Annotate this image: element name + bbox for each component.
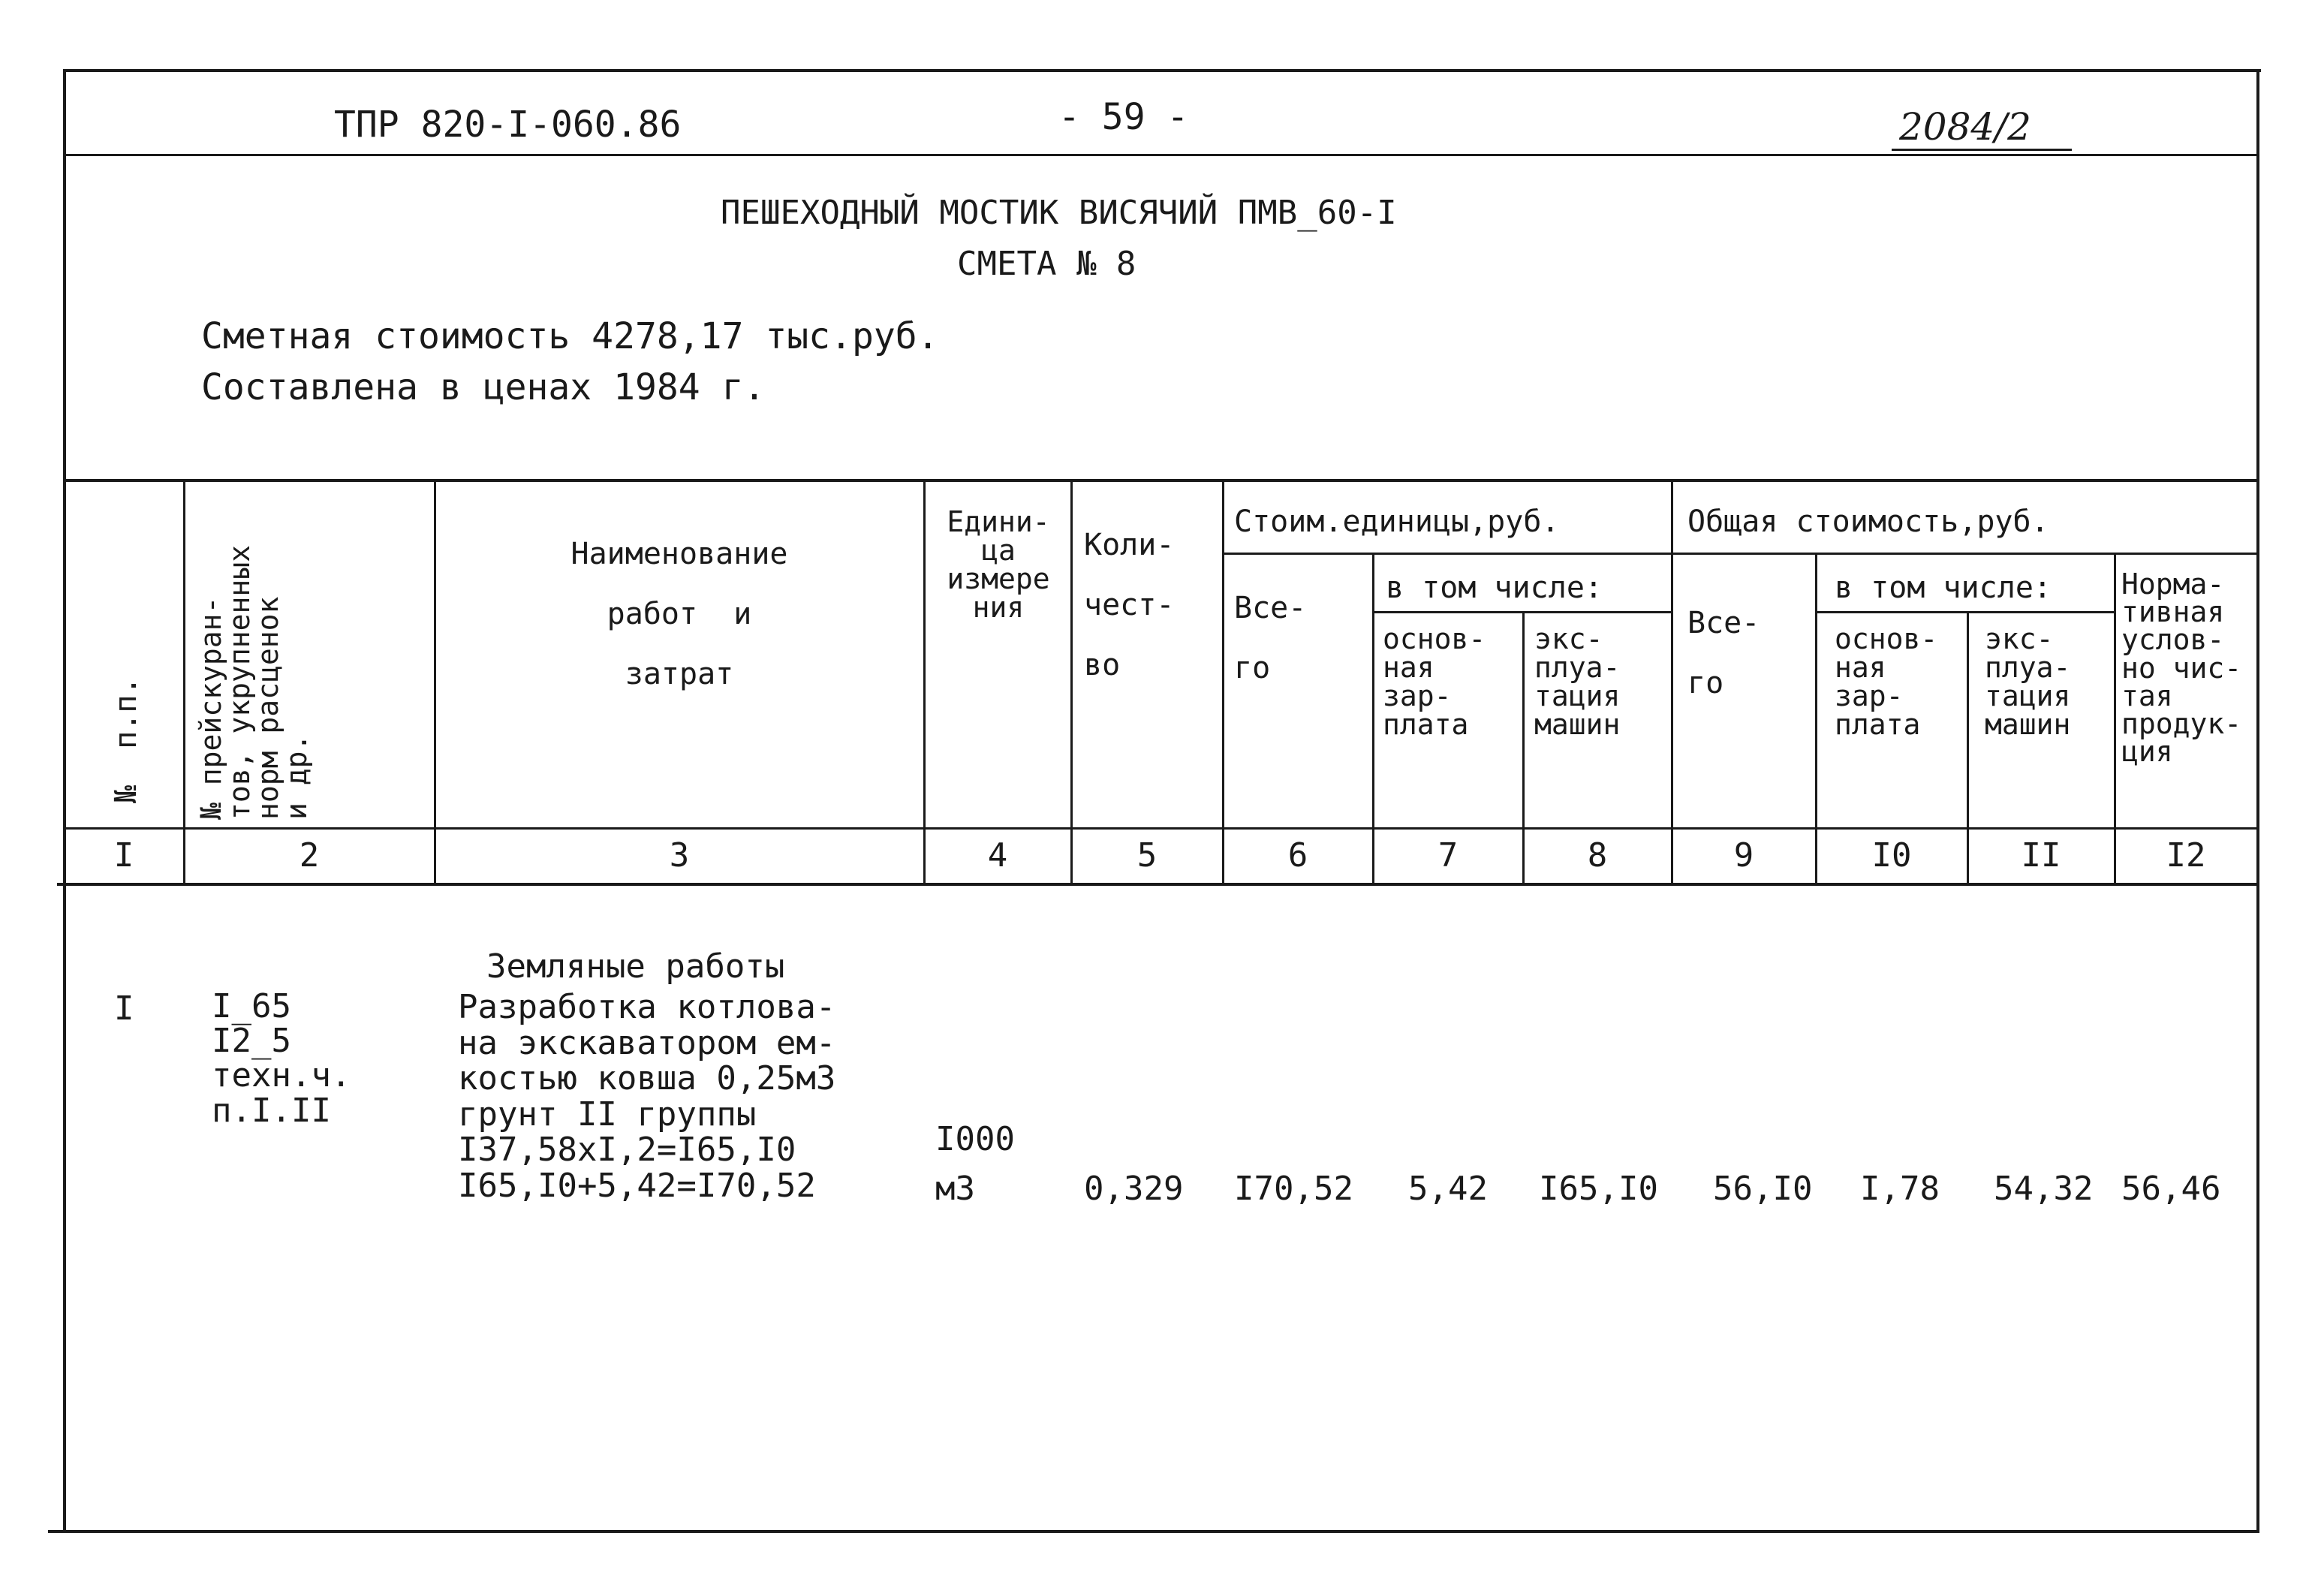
price-basis: Составлена в ценах 1984 г. bbox=[201, 366, 766, 408]
row-unit-salary: 5,42 bbox=[1408, 1170, 1488, 1208]
total-v-tom-line bbox=[1815, 611, 2115, 613]
column-number: I0 bbox=[1871, 836, 1912, 875]
frame-left bbox=[63, 69, 66, 1533]
row-unit-quantity: I000 bbox=[935, 1120, 1015, 1158]
total-cost-total-label: Все- го bbox=[1687, 606, 1760, 700]
row-work-name: Разработка котлова- на экскаватором ем- костью ковша 0,25м3 грунт II группы I37,58xI,2=I65,I0 I65,I0+5,42=I70,52 bbox=[458, 988, 836, 1205]
col-sep-8 bbox=[1671, 480, 1673, 884]
frame-top bbox=[63, 69, 2261, 72]
total-cost-group-label: Общая стоимость,руб. bbox=[1687, 504, 2049, 539]
unit-v-tom-line bbox=[1372, 611, 1671, 613]
unit-cost-total-label: Все- го bbox=[1234, 591, 1307, 685]
unit-cost-group-line bbox=[1222, 553, 1671, 555]
column-number: II bbox=[2021, 836, 2061, 875]
header-col-1: № п.п. bbox=[109, 676, 143, 803]
total-cost-machines-label: экс- плуа- тация машин bbox=[1985, 622, 2071, 741]
document-title: ПЕШЕХОДНЫЙ МОСТИК ВИСЯЧИЙ ПМВ_60-I bbox=[721, 194, 1397, 232]
column-number: 2 bbox=[299, 836, 320, 875]
row-code: I_65 I2_5 техн.ч. п.I.II bbox=[212, 987, 351, 1130]
sheet-reference: 2084/2 bbox=[1899, 105, 2031, 149]
row-normative: 56,46 bbox=[2121, 1170, 2221, 1208]
column-number: 4 bbox=[987, 836, 1008, 875]
column-number: 8 bbox=[1587, 836, 1608, 875]
normative-product-label: Норма- тивная услов- но чис- тая продук- ция bbox=[2121, 568, 2242, 769]
column-number: 9 bbox=[1733, 836, 1754, 875]
col-sep-1 bbox=[183, 480, 185, 884]
total-cost-group-line bbox=[1671, 553, 2259, 555]
column-number: 5 bbox=[1136, 836, 1158, 875]
sheet-reference-underline bbox=[1892, 149, 2072, 151]
column-numbers-top-line bbox=[63, 827, 2259, 830]
total-cost-salary-label: основ- ная зар- плата bbox=[1835, 622, 1938, 741]
section-title: Земляные работы bbox=[486, 947, 785, 986]
estimate-number: СМЕТА № 8 bbox=[957, 245, 1136, 283]
column-number: 3 bbox=[669, 836, 690, 875]
table-top-line bbox=[63, 479, 2259, 482]
header-divider bbox=[63, 154, 2259, 156]
row-unit-measure: м3 bbox=[935, 1170, 975, 1208]
header-col-2: № прейскуран- тов, укрупненных норм расценок и др. bbox=[194, 544, 313, 820]
column-number: 7 bbox=[1437, 836, 1459, 875]
frame-bottom bbox=[48, 1530, 2259, 1533]
row-unit-machines: I65,I0 bbox=[1539, 1170, 1658, 1208]
column-numbers-bottom-line bbox=[57, 883, 2259, 886]
frame-right bbox=[2256, 69, 2259, 1533]
col-sep-9 bbox=[1815, 554, 1817, 884]
column-number: 6 bbox=[1287, 836, 1308, 875]
unit-cost-breakdown-label: в том числе: bbox=[1386, 571, 1603, 605]
page-number: - 59 - bbox=[1058, 96, 1189, 138]
col-sep-5 bbox=[1222, 480, 1224, 884]
unit-cost-salary-label: основ- ная зар- плата bbox=[1383, 622, 1486, 741]
row-total: 56,I0 bbox=[1713, 1170, 1813, 1208]
unit-cost-machines-label: экс- плуа- тация машин bbox=[1534, 622, 1621, 741]
header-col-4: Едини- ца измере ния bbox=[947, 505, 1050, 624]
document-code: ТПР 820-I-060.86 bbox=[334, 104, 682, 146]
row-total-salary: I,78 bbox=[1860, 1170, 1940, 1208]
col-sep-11 bbox=[2114, 554, 2116, 884]
estimated-cost: Сметная стоимость 4278,17 тыс.руб. bbox=[201, 315, 939, 357]
header-col-3: Наименование работ и затрат bbox=[570, 537, 788, 691]
row-quantity: 0,329 bbox=[1084, 1170, 1184, 1208]
col-sep-6 bbox=[1372, 554, 1374, 884]
unit-cost-group-label: Стоим.единицы,руб. bbox=[1234, 504, 1560, 539]
header-col-5: Коли- чест- во bbox=[1084, 528, 1175, 682]
row-number: I bbox=[114, 989, 134, 1028]
row-total-machines: 54,32 bbox=[1994, 1170, 2094, 1208]
column-number: I2 bbox=[2166, 836, 2206, 875]
column-number: I bbox=[113, 836, 134, 875]
row-unit-total: I70,52 bbox=[1234, 1170, 1353, 1208]
total-cost-breakdown-label: в том числе: bbox=[1835, 571, 2052, 605]
